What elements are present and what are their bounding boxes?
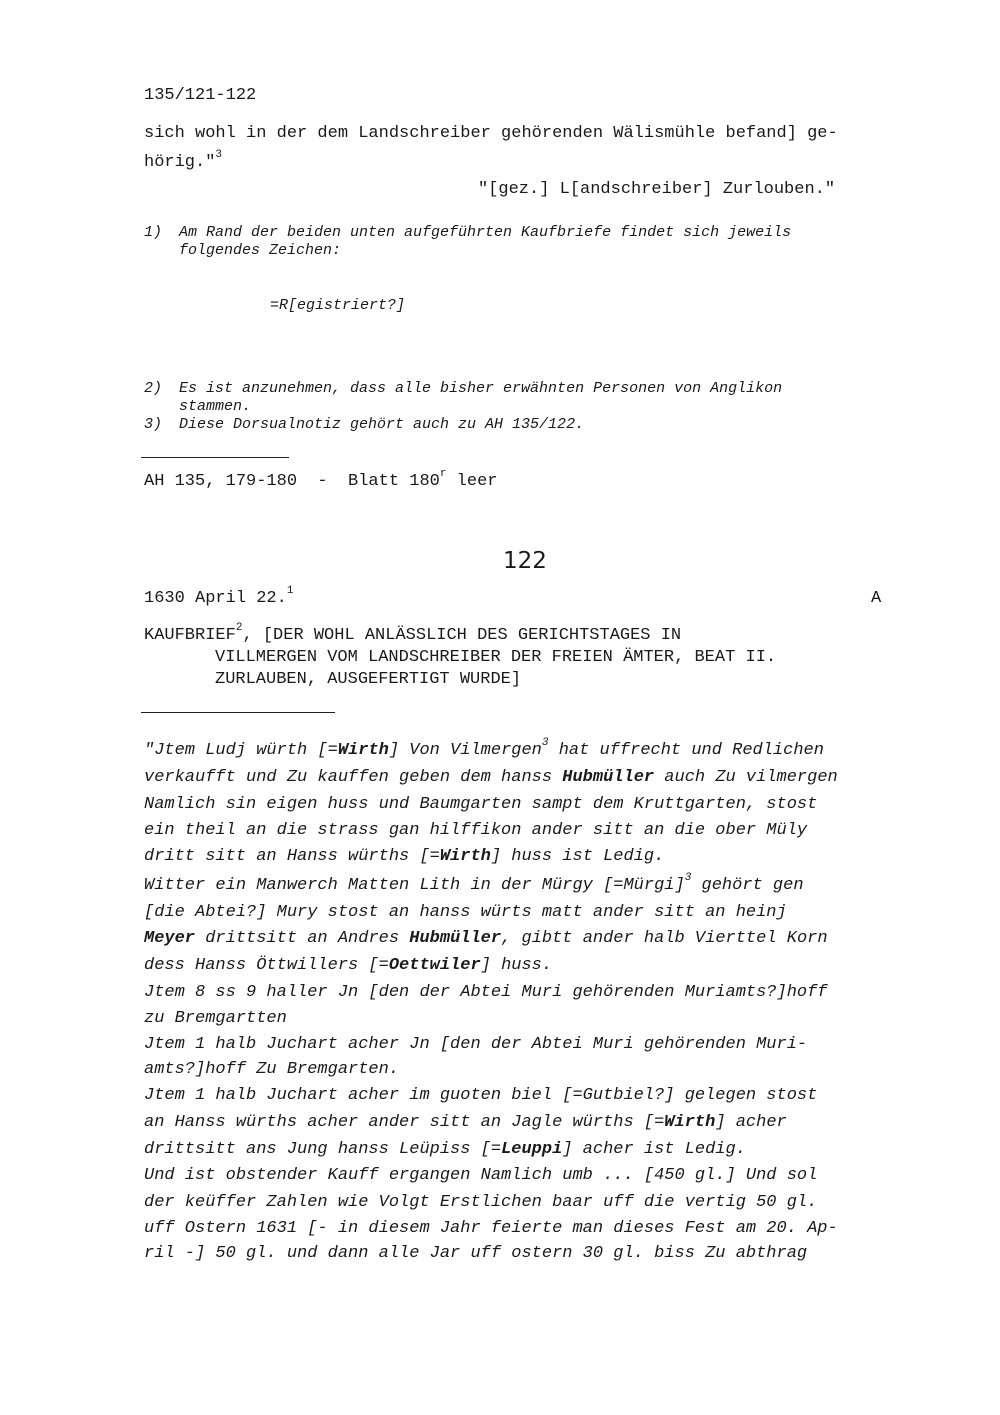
body-line-12: Jtem 1 halb Juchart acher Jn [den der Abtei Muri gehörenden Muri- (144, 1035, 808, 1054)
footnote-2-line-2: stammen. (179, 398, 252, 415)
text-run: hat uffrecht und Redlichen (548, 741, 824, 760)
text-run: auch Zu vilmergen (654, 768, 838, 787)
name-bold: Wirth (439, 847, 491, 866)
text-run: ] acher (715, 1113, 787, 1132)
body-line-6 (144, 872, 804, 895)
name-bold: Wirth (337, 741, 389, 760)
document-number: 122 (503, 548, 547, 574)
text-run: ] Von Vilmergen (388, 741, 542, 760)
source-reference (144, 468, 498, 491)
continuation-line-2 (144, 149, 223, 172)
text-run: Witter ein Manwerch Matten Lith in der Mürgy [=Mürgi] (144, 876, 685, 895)
text-run: ] huss ist Ledig. (490, 847, 665, 866)
footnote-2-line-1: Es ist anzunehmen, dass alle bisher erwähnten Personen von Anglikon (179, 380, 783, 397)
text-run: dess Hanss Öttwillers [= (144, 956, 389, 975)
name-bold: Oettwiler (388, 956, 481, 975)
body-line-19: uff Ostern 1631 [- in diesem Jahr feierte man dieses Fest am 20. Ap- (144, 1219, 838, 1238)
body-line-18: der keüffer Zahlen wie Volgt Erstlichen baar uff die vertig 50 gl. (144, 1193, 818, 1212)
body-line-8 (144, 929, 828, 948)
body-line-5 (144, 847, 664, 866)
footnote-1-number: 1) (144, 224, 163, 241)
name-bold: Meyer (144, 929, 196, 948)
body-line-9 (144, 956, 552, 975)
body-line-13: amts?]hoff Zu Bremgarten. (144, 1060, 400, 1079)
registration-mark: =R[egistriert?] (270, 297, 406, 314)
title-line-1 (144, 622, 682, 645)
footnote-ref: 3 (215, 149, 223, 161)
body-line-10: Jtem 8 ss 9 haller Jn [den der Abtei Muri gehörenden Muriamts?]hoff (144, 983, 828, 1002)
continuation-line-1: sich wohl in der dem Landschreiber gehörenden Wälismühle befand] ge- (144, 124, 838, 143)
name-bold: Wirth (664, 1113, 716, 1132)
source-tail: leer (446, 472, 498, 491)
title-word: KAUFBRIEF (144, 626, 236, 645)
footnote-ref: 3 (541, 737, 549, 749)
text-run: , gibtt ander halb Vierttel Korn (501, 929, 828, 948)
body-line-7: [die Abtei?] Mury stost an hanss würts matt ander sitt an heinj (144, 903, 787, 922)
text-run: gehört gen (691, 876, 804, 895)
text-run: drittsitt ans Jung hanss Leüpiss [= (144, 1140, 502, 1159)
footnote-3-number: 3) (144, 416, 163, 433)
source-sup: r (439, 468, 447, 480)
title-line-2: VILLMERGEN VOM LANDSCHREIBER DER FREIEN ÄMTER, BEAT II. (215, 648, 777, 667)
continuation-text: hörig." (144, 153, 216, 172)
body-line-4: ein theil an die strass gan hilffikon ander sitt an die ober Müly (144, 821, 808, 840)
title-rest: , [DER WOHL ANLÄSSLICH DES GERICHTSTAGES IN (242, 626, 682, 645)
footnote-ref: 3 (684, 872, 692, 884)
text-run: verkaufft und Zu kauffen geben dem hanss (144, 768, 563, 787)
document-mark: A (871, 589, 882, 608)
name-bold: Hubmüller (562, 768, 655, 787)
footnote-2-number: 2) (144, 380, 163, 397)
footnote-1-line-2: folgendes Zeichen: (179, 242, 342, 259)
body-line-15 (144, 1113, 787, 1132)
date-footnote-ref: 1 (286, 585, 294, 597)
body-line-14: Jtem 1 halb Juchart acher im guoten biel [=Gutbiel?] gelegen stost (144, 1086, 818, 1105)
document-date (144, 585, 294, 608)
name-bold: Leuppi (501, 1140, 563, 1159)
text-run: an Hanss würths acher ander sitt an Jagle würths [= (144, 1113, 665, 1132)
title-divider (141, 712, 335, 713)
body-line-20: ril -] 50 gl. und dann alle Jar uff ostern 30 gl. biss Zu abthrag (144, 1244, 808, 1263)
body-line-1 (144, 737, 824, 760)
name-bold: Hubmüller (409, 929, 502, 948)
text-run: ] acher ist Ledig. (562, 1140, 746, 1159)
body-line-11: zu Bremgartten (144, 1009, 287, 1028)
body-line-17: Und ist obstender Kauff ergangen Namlich umb ... [450 gl.] Und sol (144, 1166, 818, 1185)
body-line-16 (144, 1140, 746, 1159)
footnote-divider (141, 457, 289, 458)
page-reference: 135/121-122 (144, 86, 257, 105)
footnote-3-line-1: Diese Dorsualnotiz gehört auch zu AH 135/122. (179, 416, 585, 433)
date-text: 1630 April 22. (144, 589, 287, 608)
text-run: ] huss. (480, 956, 553, 975)
text-run: drittsitt an Andres (195, 929, 410, 948)
title-line-3: ZURLAUBEN, AUSGEFERTIGT WURDE] (215, 670, 522, 689)
body-line-3: Namlich sin eigen huss und Baumgarten sampt dem Kruttgarten, stost (144, 795, 818, 814)
text-run: dritt sitt an Hanss würths [= (144, 847, 440, 866)
body-line-2 (144, 768, 838, 787)
source-text: AH 135, 179-180 - Blatt 180 (144, 472, 440, 491)
text-run: "Jtem Ludj würth [= (144, 741, 338, 760)
footnote-1-line-1: Am Rand der beiden unten aufgeführten Kaufbriefe findet sich jeweils (179, 224, 792, 241)
title-footnote-ref: 2 (235, 622, 243, 634)
signature-line: "[gez.] L[andschreiber] Zurlouben." (478, 180, 836, 199)
